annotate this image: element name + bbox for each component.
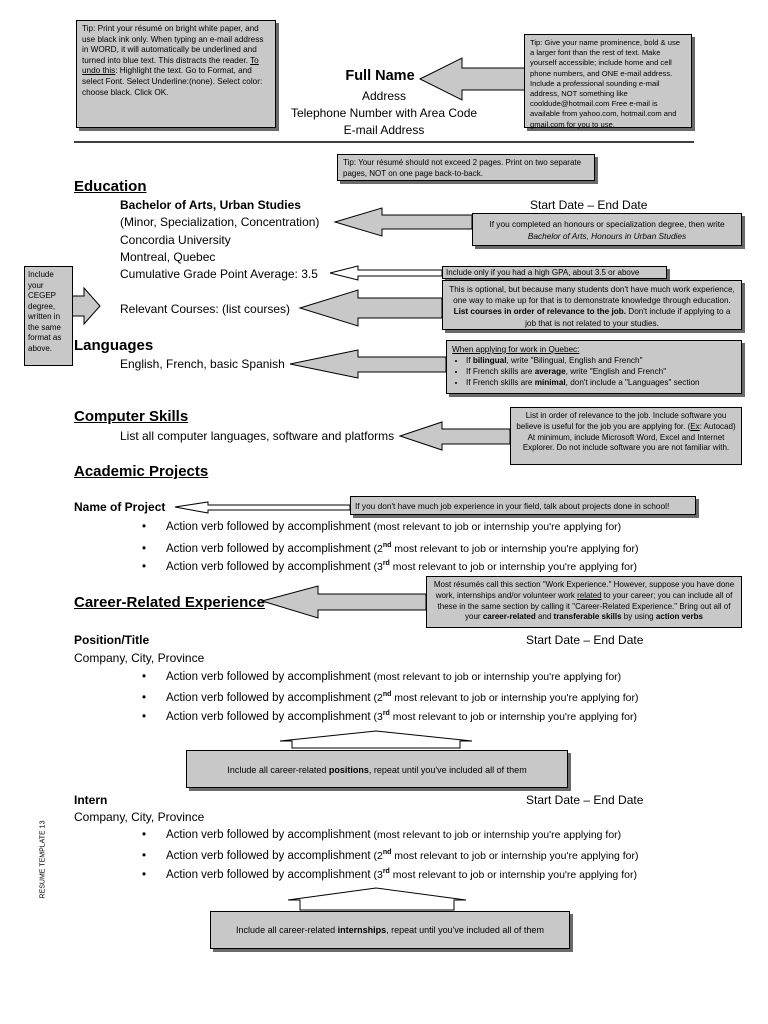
gpa: Cumulative Grade Point Average: 3.5 — [120, 267, 318, 281]
positions-tip-text-2: , repeat until you've included all of them — [368, 765, 527, 775]
languages-tip-bullet — [466, 377, 736, 388]
computer-heading: Computer Skills — [74, 408, 189, 425]
internships-tip-text: Include all career-related — [236, 925, 338, 935]
languages-tip-title: When applying for work in Quebec: — [452, 345, 580, 354]
courses-tip-text: This is optional, but because many students don't have much work experience, one way to make up for that is to demonstrate knowledge through education. — [449, 285, 735, 306]
position-bullet-2 — [142, 688, 639, 705]
bullet-verb: Action verb followed by accomplishment — [166, 691, 371, 704]
pages-tip — [337, 154, 595, 181]
bullet-note: (2 — [370, 691, 383, 704]
languages-tip-text: If French skills are — [466, 367, 535, 376]
name-prominence-tip — [524, 34, 692, 128]
bullet-dot: • — [142, 829, 147, 841]
project-bullet-2 — [142, 539, 639, 556]
bullet-note-2: most relevant to job or internship you're applying for) — [389, 560, 637, 573]
computer-tip-ex: Ex — [690, 421, 700, 431]
experience-tip-text-3: and — [535, 612, 554, 622]
bullet-dot: • — [142, 710, 147, 723]
languages-tip-bold: average — [534, 367, 566, 376]
position-dates: Start Date – End Date — [526, 633, 644, 647]
experience-tip-bold: action verbs — [655, 612, 703, 622]
computer-tip-text-2: : Autocad) At minimum, include Microsoft Word, Excel and Internet Explorer. Do not include software you are not familiar with. — [522, 421, 736, 453]
bullet-dot: • — [142, 560, 147, 573]
positions-tip-text: Include all career-related — [227, 765, 329, 775]
courses-tip — [442, 280, 742, 330]
school-location: Montreal, Quebec — [120, 250, 216, 264]
bullet-ordinal: nd — [382, 542, 392, 549]
print-tip-undo: To undo this — [82, 55, 259, 76]
cegep-arrow — [72, 288, 100, 324]
projects-heading: Academic Projects — [74, 463, 209, 480]
bullet-note-2: most relevant to job or internship you're applying for) — [389, 710, 637, 723]
bullet-note-2: most relevant to job or internship you're applying for) — [391, 691, 639, 704]
bullet-verb: Action verb followed by accomplishment — [166, 542, 371, 555]
bullet-ordinal: rd — [382, 868, 390, 875]
bullet-dot: • — [142, 542, 147, 555]
bullet-note: (most relevant to job or internship you're applying for) — [370, 671, 622, 683]
computer-arrow — [400, 422, 510, 450]
pages-tip-text: Tip: Your résumé should not exceed 2 pages. Print on two separate pages, NOT on one page back-to-back. — [343, 158, 582, 178]
relevant-courses: Relevant Courses: (list courses) — [120, 302, 291, 316]
gpa-tip-text: Include only if you had a high GPA, about 3.5 or above — [446, 268, 640, 277]
experience-tip-bold: career-related — [482, 612, 536, 622]
bullet-dot: • — [142, 849, 147, 862]
internships-tip-bold: internships — [337, 925, 387, 935]
courses-tip-bold: List courses in order of relevance to the job. — [453, 307, 626, 317]
intern-title: Intern — [74, 793, 108, 807]
honours-arrow — [335, 208, 472, 236]
position-bullet-3 — [142, 707, 637, 724]
template-label: RESUME TEMPLATE 13 — [39, 820, 47, 899]
honours-tip — [472, 213, 742, 246]
degree: Bachelor of Arts, Urban Studies — [120, 198, 301, 212]
gpa-tip — [442, 266, 667, 279]
education-dates: Start Date – End Date — [530, 198, 648, 212]
languages-tip-text: If French skills are — [466, 378, 535, 387]
intern-bullet-3 — [142, 865, 637, 882]
internships-tip — [210, 911, 570, 949]
bullet-note-2: most relevant to job or internship you're applying for) — [391, 542, 639, 555]
bullet-note: (most relevant to job or internship you're applying for) — [370, 521, 622, 533]
bullet-note: (2 — [370, 542, 383, 555]
languages-tip-bold: bilingual — [472, 356, 507, 365]
minor: (Minor, Specialization, Concentration) — [120, 215, 320, 229]
bullet-ordinal: nd — [382, 691, 392, 698]
email: E-mail Address — [343, 123, 425, 137]
languages-tip-bullet — [466, 355, 736, 366]
languages-arrow — [290, 350, 446, 378]
languages-tip-text: , write "Bilingual, English and French" — [506, 356, 643, 365]
bullet-dot: • — [142, 671, 147, 683]
honours-tip-line1: If you completed an honours or specialization degree, then write — [489, 219, 725, 229]
positions-arrow — [280, 731, 472, 748]
position-company: Company, City, Province — [74, 651, 205, 665]
position-title: Position/Title — [74, 633, 150, 647]
experience-tip — [426, 576, 742, 628]
education-heading: Education — [74, 178, 147, 195]
intern-company: Company, City, Province — [74, 810, 205, 824]
bullet-note: (most relevant to job or internship you're applying for) — [370, 829, 622, 841]
bullet-ordinal: rd — [382, 710, 390, 717]
name-prominence-tip-text: Tip: Give your name prominence, bold & use a larger font than the rest of text. Make yourself accessible; include home and cell phone numbers, and ONE e-mail address. Include a professional sounding e-mail address, NOT something like cooldude@hotmail.com Free e-mail is available from yahoo.com, hotmail.com and gmail.com for you to use. — [530, 38, 680, 129]
languages-tip-text: If — [466, 356, 473, 365]
languages-tip — [446, 340, 742, 394]
address: Address — [361, 89, 407, 103]
project-bullet-3 — [142, 557, 637, 574]
bullet-note: (3 — [370, 560, 383, 573]
computer-tip-text: List in order of relevance to the job. Include software you believe is useful for the job you are applying for. ( — [516, 411, 727, 431]
languages-tip-bullet — [466, 366, 736, 377]
bullet-note: (3 — [370, 868, 383, 881]
internships-tip-text-2: , repeat until you've included all of them — [386, 925, 544, 935]
languages-heading: Languages — [74, 337, 154, 354]
intern-bullet-1 — [142, 828, 621, 842]
honours-tip-line2: Bachelor of Arts, Honours in Urban Studies — [527, 231, 687, 241]
languages-list: English, French, basic Spanish — [120, 357, 285, 371]
bullet-ordinal: nd — [382, 849, 392, 856]
experience-tip-text-4: by using — [621, 612, 656, 622]
languages-tip-text: , write "English and French" — [565, 367, 667, 376]
positions-tip-bold: positions — [328, 765, 369, 775]
languages-tip-bold: minimal — [534, 378, 566, 387]
telephone: Telephone Number with Area Code — [290, 106, 478, 120]
experience-tip-related: related — [577, 590, 602, 600]
experience-tip-text: Most résumés call this section "Work Experience." However, suppose you have done work, internships and/or volunteer work — [433, 580, 735, 600]
project-bullet-1 — [142, 520, 621, 534]
experience-arrow — [262, 586, 426, 618]
cegep-tip-text: Include your CEGEP degree, written in the same format as above. — [28, 270, 62, 353]
bullet-dot: • — [142, 521, 147, 533]
languages-tip-text: , don't include a "Languages" section — [565, 378, 700, 387]
bullet-verb: Action verb followed by accomplishment — [166, 868, 371, 881]
bullet-dot: • — [142, 691, 147, 704]
gpa-arrow — [330, 266, 442, 280]
bullet-note: (2 — [370, 849, 383, 862]
project-name: Name of Project — [74, 500, 166, 514]
bullet-note: (3 — [370, 710, 383, 723]
print-tip-text: Tip: Print your résumé on bright white paper, and use black ink only. When typing an e-mail address in WORD, it will automatically be underlined and turned into blue text. This distracts the reader. — [82, 24, 264, 65]
experience-tip-text-2: to your career; you can include all of these in the same section by calling it "Career-Related Experience." Bring out all of your — [437, 590, 733, 622]
bullet-verb: Action verb followed by accomplishment — [166, 710, 371, 723]
projects-tip-text: If you don't have much job experience in your field, talk about projects done in school! — [355, 501, 670, 511]
computer-tip — [510, 407, 742, 465]
bullet-verb: Action verb followed by accomplishment — [166, 521, 371, 533]
print-tip — [76, 20, 276, 128]
positions-tip — [186, 750, 568, 788]
courses-tip-text-2: Don't include if applying to a job that is not related to your studies. — [525, 307, 731, 328]
experience-tip-bold: transferable skills — [553, 612, 622, 622]
experience-heading: Career-Related Experience — [74, 594, 265, 611]
full-name: Full Name — [345, 68, 415, 84]
print-tip-text-2: : Highlight the text. Go to Format, and select Font. Select Underline:(none). Select color: choose black. Click OK. — [82, 66, 263, 97]
projects-tip — [350, 496, 696, 515]
bullet-verb: Action verb followed by accomplishment — [166, 560, 371, 573]
school: Concordia University — [120, 233, 231, 247]
intern-bullet-2 — [142, 846, 639, 863]
bullet-note-2: most relevant to job or internship you're applying for) — [391, 849, 639, 862]
intern-dates: Start Date – End Date — [526, 793, 644, 807]
bullet-verb: Action verb followed by accomplishment — [166, 829, 371, 841]
position-bullet-1 — [142, 670, 621, 684]
internships-arrow — [288, 888, 466, 910]
bullet-dot: • — [142, 868, 147, 881]
bullet-note-2: most relevant to job or internship you're applying for) — [389, 868, 637, 881]
projects-arrow — [175, 502, 350, 513]
computer-list: List all computer languages, software and platforms — [120, 429, 395, 443]
cegep-tip — [24, 266, 73, 366]
bullet-ordinal: rd — [382, 560, 390, 567]
bullet-verb: Action verb followed by accomplishment — [166, 671, 371, 683]
courses-arrow — [300, 290, 442, 326]
bullet-verb: Action verb followed by accomplishment — [166, 849, 371, 862]
